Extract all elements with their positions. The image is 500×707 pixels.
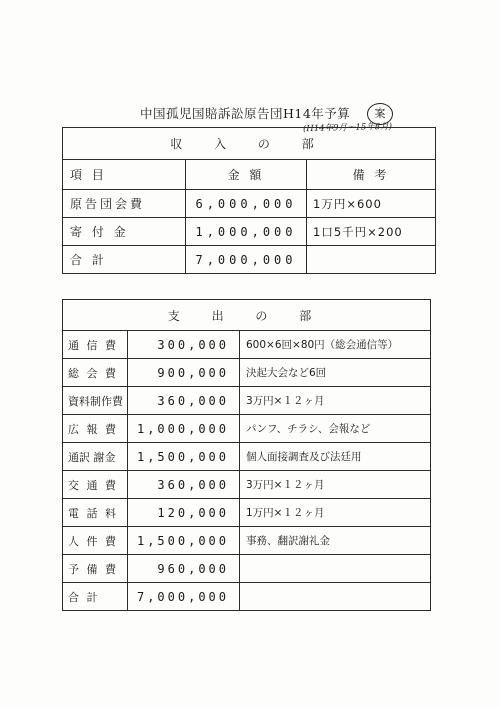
expense-table [62, 299, 431, 611]
expense-row [63, 527, 431, 555]
expense-note [240, 555, 431, 583]
income-table [62, 127, 436, 274]
expense-amount: 960,000 [128, 555, 240, 583]
expense-row [63, 499, 431, 527]
expense-amount: 360,000 [128, 387, 240, 415]
income-section-header: 収 入 の 部 [63, 128, 436, 160]
expense-total-amount: 7,000,000 [128, 583, 240, 611]
document-title: 中国孤児国賠訴訟原告団H14年予算 [140, 106, 351, 121]
expense-row [63, 387, 431, 415]
income-amount: 1,000,000 [186, 218, 307, 246]
expense-amount: 1,000,000 [128, 415, 240, 443]
expense-item: 電 話 料 [63, 499, 128, 527]
expense-row [63, 359, 431, 387]
expense-note: 3万円×１２ヶ月 [240, 387, 431, 415]
income-total-row [63, 246, 436, 274]
draft-stamp: 案 [367, 103, 393, 125]
expense-item: 通訳 謝金 [63, 443, 128, 471]
expense-item: 広 報 費 [63, 415, 128, 443]
expense-note: 事務、翻訳謝礼金 [240, 527, 431, 555]
income-col-item: 項 目 [63, 160, 186, 190]
expense-row [63, 471, 431, 499]
expense-note: 1万円×１２ヶ月 [240, 499, 431, 527]
income-total-amount: 7,000,000 [186, 246, 307, 274]
expense-amount: 300,000 [128, 331, 240, 359]
expense-row [63, 415, 431, 443]
expense-section-header: 支 出 の 部 [63, 300, 431, 331]
expense-note: 600×6回×80円（総会通信等） [240, 331, 431, 359]
income-col-amount: 金 額 [186, 160, 307, 190]
expense-amount: 900,000 [128, 359, 240, 387]
income-note: 1口5千円×200 [307, 218, 436, 246]
expense-row [63, 555, 431, 583]
income-row [63, 218, 436, 246]
income-total-label: 合 計 [63, 246, 186, 274]
expense-item: 交 通 費 [63, 471, 128, 499]
expense-item: 総 会 費 [63, 359, 128, 387]
expense-row [63, 443, 431, 471]
income-note: 1万円×600 [307, 190, 436, 218]
income-amount: 6,000,000 [186, 190, 307, 218]
expense-total-note [240, 583, 431, 611]
expense-amount: 1,500,000 [128, 443, 240, 471]
income-item: 寄 付 金 [63, 218, 186, 246]
expense-item: 人 件 費 [63, 527, 128, 555]
expense-amount: 1,500,000 [128, 527, 240, 555]
income-item: 原告団会費 [63, 190, 186, 218]
expense-note: 個人面接調査及び法廷用 [240, 443, 431, 471]
income-col-note: 備 考 [307, 160, 436, 190]
income-row [63, 190, 436, 218]
expense-item: 通 信 費 [63, 331, 128, 359]
expense-amount: 360,000 [128, 471, 240, 499]
income-total-note [307, 246, 436, 274]
expense-item: 資料制作費 [63, 387, 128, 415]
expense-row [63, 331, 431, 359]
expense-note: 3万円×１２ヶ月 [240, 471, 431, 499]
expense-note: パンフ、チラシ、会報など [240, 415, 431, 443]
expense-total-label: 合 計 [63, 583, 128, 611]
expense-item: 予 備 費 [63, 555, 128, 583]
expense-amount: 120,000 [128, 499, 240, 527]
expense-total-row [63, 583, 431, 611]
expense-note: 決起大会など6回 [240, 359, 431, 387]
period-note: (H14年9月〜15年8月) [302, 121, 393, 135]
